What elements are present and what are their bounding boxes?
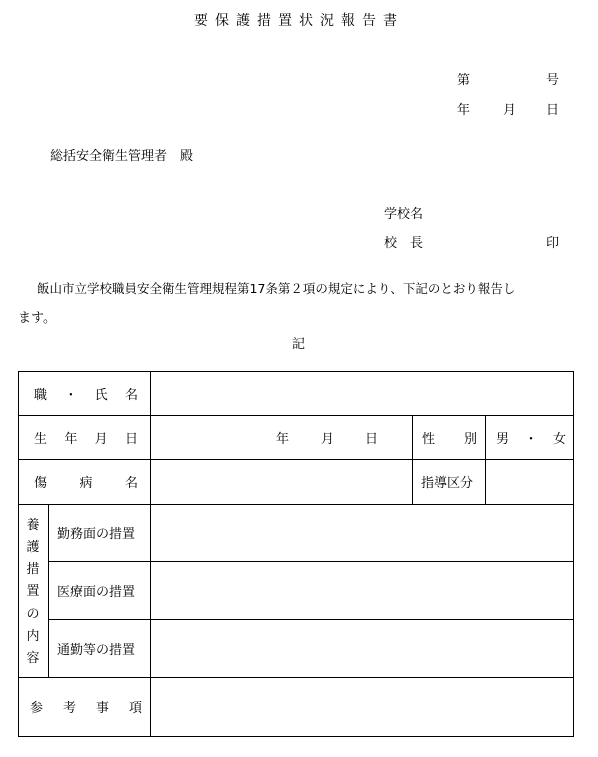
principal-label: 校 長 xyxy=(384,236,424,251)
birth-date-label: 生 年 月 日 xyxy=(34,431,138,447)
report-form-table xyxy=(18,371,574,737)
sex-options[interactable]: 男 ・ 女 xyxy=(496,415,566,459)
school-name-label: 学校名 xyxy=(384,207,424,222)
body-text-line1: 飯山市立学校職員安全衛生管理規程第17条第２項の規定により、下記のとおり報告し xyxy=(37,281,516,296)
guidance-field[interactable] xyxy=(486,460,573,504)
birth-year-unit: 年 xyxy=(276,432,290,447)
date-day: 日 xyxy=(546,103,560,118)
ki-heading: 記 xyxy=(292,337,306,352)
measure-commute-label: 通勤等の措置 xyxy=(57,642,136,658)
illness-label: 傷 病 名 xyxy=(34,476,138,491)
seal-mark: 印 xyxy=(546,236,560,251)
sex-label: 性 別 xyxy=(422,431,477,447)
sex-option-female[interactable]: 女 xyxy=(552,431,566,447)
measures-group-label: 養 護 措 置 の 内 容 xyxy=(26,518,40,666)
sex-option-male[interactable]: 男 xyxy=(496,431,510,447)
birth-day-unit: 日 xyxy=(365,432,379,447)
measure-work-label: 勤務面の措置 xyxy=(57,527,136,542)
reference-label: 参 考 事 項 xyxy=(30,701,142,716)
measure-medical-field[interactable] xyxy=(151,562,573,619)
measure-medical-label: 医療面の措置 xyxy=(57,584,136,600)
job-name-field[interactable] xyxy=(151,372,573,415)
measure-commute-field[interactable] xyxy=(151,620,573,677)
date-year: 年 xyxy=(457,103,471,118)
job-name-label: 職 ・ 氏 名 xyxy=(34,387,138,403)
number-prefix: 第 xyxy=(457,73,471,88)
birth-month-unit: 月 xyxy=(321,432,335,447)
illness-field[interactable] xyxy=(151,460,412,504)
document-title: 要保護措置状況報告書 xyxy=(194,13,404,29)
body-text-line2: ます。 xyxy=(18,311,56,326)
reference-field[interactable] xyxy=(151,678,573,736)
addressee: 総括安全衛生管理者 殿 xyxy=(50,149,194,164)
number-suffix: 号 xyxy=(546,73,560,88)
birth-date-field[interactable] xyxy=(151,416,412,459)
measure-work-field[interactable] xyxy=(151,505,573,561)
date-month: 月 xyxy=(503,103,517,118)
guidance-label: 指導区分 xyxy=(421,476,474,491)
